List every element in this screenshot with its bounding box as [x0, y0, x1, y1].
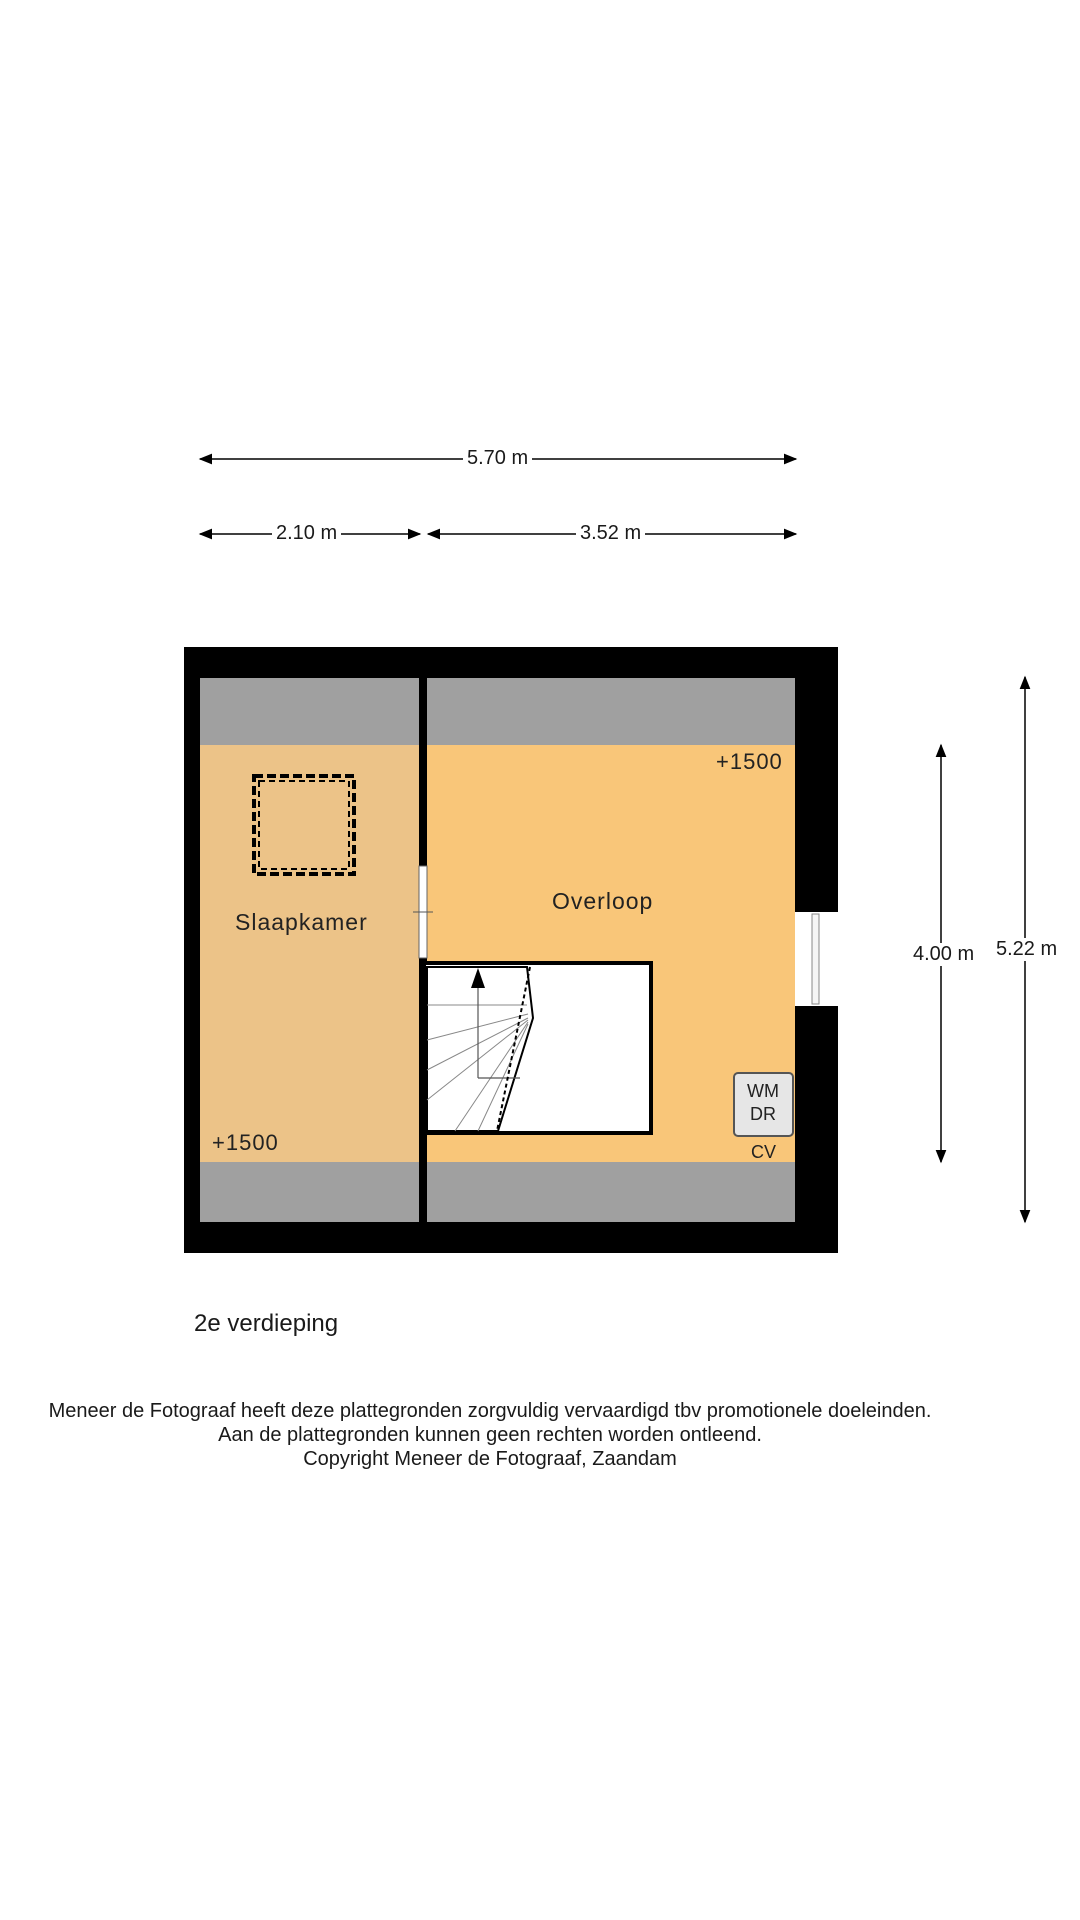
dryer-label: DR	[750, 1104, 776, 1124]
dim-inner-height: 4.00 m	[909, 943, 978, 966]
dim-total-height: 5.22 m	[992, 938, 1061, 961]
disclaimer-line-1: Meneer de Fotograaf heeft deze plattegronden zorgvuldig vervaardigd tbv promotionele doeleinden.	[48, 1400, 932, 1422]
disclaimer-line-3: Copyright Meneer de Fotograaf, Zaandam	[303, 1448, 677, 1470]
low-ceiling-zone-bottom-left	[200, 1162, 419, 1222]
low-ceiling-zone-top-right	[427, 678, 795, 745]
level-label-bedroom: +1500	[212, 1130, 279, 1155]
dim-left-width: 2.10 m	[272, 522, 341, 545]
washer-label: WM	[747, 1081, 779, 1101]
floor-title: 2e verdieping	[194, 1310, 339, 1337]
boiler-label: CV	[751, 1142, 777, 1162]
level-label-landing: +1500	[716, 749, 783, 774]
low-ceiling-zone-bottom-right	[427, 1162, 795, 1222]
low-ceiling-zone-top-left	[200, 678, 419, 745]
room-label-landing: Overloop	[552, 888, 654, 914]
dim-right-width: 3.52 m	[576, 522, 645, 545]
room-label-bedroom: Slaapkamer	[235, 909, 368, 935]
disclaimer-line-2: Aan de plattegronden kunnen geen rechten worden ontleend.	[218, 1424, 762, 1446]
dim-total-width: 5.70 m	[463, 447, 532, 470]
